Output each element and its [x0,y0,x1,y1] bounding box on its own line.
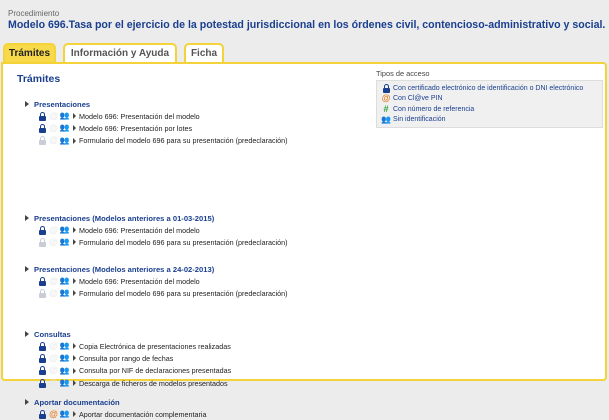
tramite-item[interactable] [25,275,288,287]
tramite-item[interactable] [25,224,288,236]
caret-right-icon [73,411,76,417]
access-icons [37,111,71,121]
access-types-title: Tipos de acceso [376,69,430,78]
people-icon: 👥 [59,409,70,419]
tab-informacion-ayuda[interactable]: Información y Ayuda [63,43,177,63]
lock-icon [37,341,48,351]
at-icon: @ [49,340,58,351]
section-title[interactable]: Presentaciones (Modelos anteriores a 01-03-2015) [34,213,215,223]
caret-right-icon [73,368,76,374]
caret-right-icon [25,399,29,405]
caret-right-icon [73,125,76,131]
people-icon: 👥 [59,341,70,351]
access-types-box [376,80,603,128]
at-icon: @ [381,93,391,104]
caret-right-icon [25,266,29,272]
section [25,263,288,300]
tramite-link[interactable]: Modelo 696: Presentación del modelo [79,225,200,235]
people-icon: 👥 [59,365,70,375]
caret-right-icon [25,215,29,221]
caret-right-icon [73,239,76,245]
caret-right-icon [73,138,76,144]
section [25,396,206,420]
access-icons [37,136,71,146]
lock-icon [37,276,48,286]
access-icons [37,288,71,298]
access-label: Sin identificación [393,116,446,124]
tramite-item[interactable] [25,110,288,122]
tramite-link[interactable]: Modelo 696: Presentación del modelo [79,111,200,121]
section [25,328,231,389]
at-icon: @ [49,352,58,363]
section-header[interactable] [25,212,288,224]
tramite-item[interactable] [25,135,288,147]
section-title[interactable]: Consultas [34,329,71,339]
tramite-link[interactable]: Consulta por rango de fechas [79,353,174,363]
caret-right-icon [73,290,76,296]
tramite-item[interactable] [25,377,231,389]
lock-icon [37,409,48,419]
section-title[interactable]: Presentaciones (Modelos anteriores a 24-02-2013) [34,264,215,274]
access-icons [37,341,71,351]
tramite-item[interactable] [25,236,288,248]
access-icons [37,225,71,235]
procedure-label: Procedimiento [8,9,60,18]
page-title: Modelo 696.Tasa por el ejercicio de la potestad jurisdiccional en los órdenes civil, contencioso-administrativo y social. [8,19,606,31]
access-icons [37,237,71,247]
tab-tramites[interactable]: Trámites [3,43,56,63]
tramite-item[interactable] [25,408,206,420]
at-icon: @ [49,110,58,121]
section [25,98,288,147]
hash-icon: # [383,103,389,114]
at-icon: @ [49,275,58,286]
at-icon: @ [49,377,58,388]
section-header[interactable] [25,396,206,408]
access-row-certificate [381,83,598,94]
tramite-item[interactable] [25,287,288,299]
lock-icon [37,123,48,133]
section-header[interactable] [25,98,288,110]
lock-icon [37,225,48,235]
section-header[interactable] [25,328,231,340]
access-icons [37,378,71,388]
access-row-clave [381,94,598,105]
people-icon: 👥 [59,123,70,133]
lock-icon [37,288,48,298]
people-icon: 👥 [59,276,70,286]
section-title[interactable]: Presentaciones [34,99,91,109]
tab-ficha[interactable]: Ficha [184,43,224,63]
access-icons [37,409,71,419]
people-icon: 👥 [59,135,70,145]
people-icon: 👥 [59,225,70,235]
tramites-panel [1,62,607,419]
at-icon: @ [49,135,58,146]
access-label: Con número de referencia [393,105,475,113]
caret-right-icon [73,227,76,233]
tramite-link[interactable]: Formulario del modelo 696 para su presentación (predeclaración) [79,237,288,247]
people-icon: 👥 [59,288,70,298]
at-icon: @ [49,365,58,376]
lock-icon [37,136,48,146]
caret-right-icon [25,331,29,337]
access-label: Con certificado electrónico de identificación o DNI electrónico [393,84,584,92]
access-icons [37,353,71,363]
caret-right-icon [73,113,76,119]
access-icons [37,123,71,133]
lock-icon [381,83,391,93]
tramite-link[interactable]: Formulario del modelo 696 para su presentación (predeclaración) [79,136,288,146]
tramite-link[interactable]: Consulta por NIF de declaraciones presentadas [79,366,232,376]
access-label: Con Cl@ve PIN [393,95,443,103]
at-icon: @ [49,287,58,298]
at-icon: @ [49,408,58,419]
at-icon: @ [49,236,58,247]
section-header[interactable] [25,263,288,275]
access-icons [37,366,71,376]
tramite-item[interactable] [25,122,288,134]
tramite-link[interactable]: Descarga de ficheros de modelos presentados [79,378,228,388]
people-icon: 👥 [59,353,70,363]
access-row-reference [381,104,598,115]
section-title[interactable]: Aportar documentación [34,397,120,407]
at-icon: @ [49,122,58,133]
tramite-link[interactable]: Aportar documentación complementaria [79,409,207,419]
tramite-link[interactable]: Modelo 696: Presentación por lotes [79,123,193,133]
tramite-link[interactable]: Copia Electrónica de presentaciones realizadas [79,341,231,351]
access-icons [37,276,71,286]
tramite-link[interactable]: Formulario del modelo 696 para su presentación (predeclaración) [79,288,288,298]
lock-icon [37,111,48,121]
caret-right-icon [73,380,76,386]
lock-icon [37,366,48,376]
tramite-link[interactable]: Modelo 696: Presentación del modelo [79,276,200,286]
caret-right-icon [73,278,76,284]
caret-right-icon [73,355,76,361]
lock-icon [37,237,48,247]
tramite-item[interactable] [25,365,231,377]
caret-right-icon [73,343,76,349]
access-types-legend [376,69,603,128]
people-icon: 👥 [59,237,70,247]
caret-right-icon [25,101,29,107]
tramite-item[interactable] [25,352,231,364]
people-icon: 👥 [59,111,70,121]
tramite-item[interactable] [25,340,231,352]
at-icon: @ [49,224,58,235]
section [25,212,288,249]
access-row-no-id [381,115,598,126]
people-icon: 👥 [59,378,70,388]
panel-title: Trámites [17,73,61,85]
lock-icon [37,353,48,363]
people-icon: 👥 [381,114,391,124]
lock-icon [37,378,48,388]
